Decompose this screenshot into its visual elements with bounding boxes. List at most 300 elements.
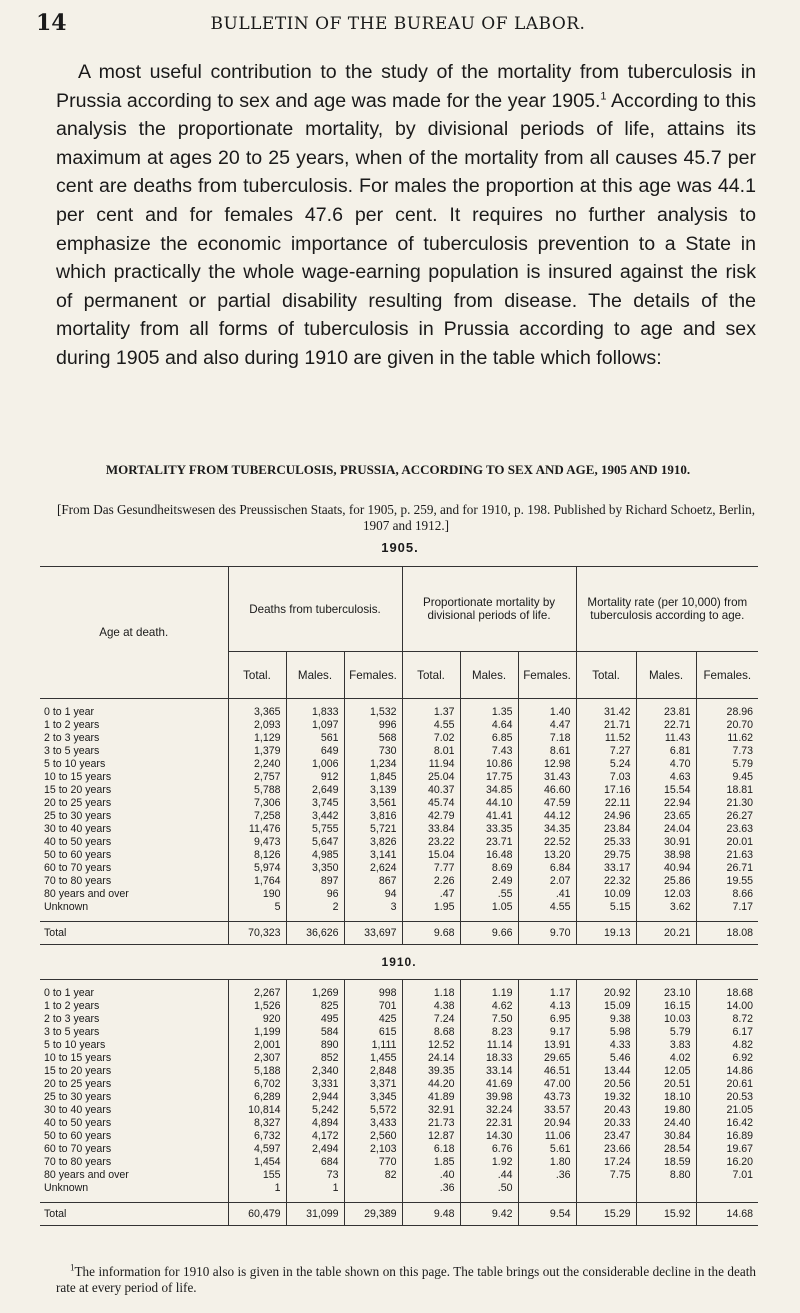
- value-cell: 25.33: [576, 836, 636, 849]
- value-cell: 22.71: [636, 719, 696, 732]
- value-cell: 12.98: [518, 758, 576, 771]
- value-cell: 16.15: [636, 1000, 696, 1013]
- value-cell: 32.24: [460, 1104, 518, 1117]
- table-row: [40, 1052, 758, 1065]
- spacer-cell: [460, 914, 518, 922]
- value-cell: 26.27: [726, 810, 754, 822]
- total-value-cell: 33,697: [344, 922, 402, 945]
- value-cell: 5.98: [576, 1026, 636, 1039]
- value-cell: 22.31: [460, 1117, 518, 1130]
- value-cell: 2,649: [286, 784, 344, 797]
- total-value-cell: 18.08: [696, 922, 758, 945]
- table-row: [40, 849, 758, 862]
- value-cell: 3,442: [286, 810, 344, 823]
- value-cell: 3,826: [344, 836, 402, 849]
- body-text-part2: According to this analysis the proportionate mortality, by divisional periods of life, attains its maximum at ages 20 to 25 years, when of the mortality from all causes 45.7 per cent are deaths from tuberculosis. For males the proportion at this age was 44.1 per cent and for females 47.6 per cent. It requires no further analysis to emphasize the economic importance of tuberculosis prevention to a State in which practically the whole wage-earning population is insured against the risk of permanent or partial disability resulting from disease. The details of the mortality from all forms of tuberculosis in Prussia according to age and sex during 1905 and also during 1910 are given in the table which follows:: [56, 89, 756, 369]
- value-cell: 41.89: [402, 1091, 460, 1104]
- value-cell: 20.43: [576, 1104, 636, 1117]
- value-cell: 7.03: [576, 771, 636, 784]
- table-row: [40, 1065, 758, 1078]
- value-cell: 2,001: [228, 1039, 286, 1052]
- age-group-cell: 50 to 60 years: [40, 1130, 228, 1143]
- value-cell: 8.69: [460, 862, 518, 875]
- value-cell: 7.43: [460, 745, 518, 758]
- value-cell: 18.59: [636, 1156, 696, 1169]
- value-cell: 3,345: [344, 1091, 402, 1104]
- value-cell: 19.32: [576, 1091, 636, 1104]
- value-cell: .36: [518, 1169, 576, 1182]
- value-cell: 2.49: [460, 875, 518, 888]
- value-cell: 897: [286, 875, 344, 888]
- value-cell: 1.18: [402, 987, 460, 1000]
- spacer-cell: [344, 699, 402, 707]
- table-row: [40, 732, 758, 745]
- age-group-cell: Unknown: [40, 1182, 228, 1195]
- footnote: [56, 1264, 756, 1296]
- value-cell: 20.01: [726, 836, 754, 848]
- value-cell: 7.24: [402, 1013, 460, 1026]
- value-cell: 23.66: [576, 1143, 636, 1156]
- mortality-table: [40, 566, 758, 1226]
- value-cell: 1.95: [402, 901, 460, 914]
- value-cell: 6,702: [228, 1078, 286, 1091]
- value-cell: 852: [286, 1052, 344, 1065]
- value-cell: 1,454: [228, 1156, 286, 1169]
- spacer-cell: [286, 1195, 344, 1203]
- value-cell: 20.56: [576, 1078, 636, 1091]
- age-group-cell: 5 to 10 years: [40, 1039, 228, 1052]
- value-cell: 23.81: [636, 706, 696, 719]
- value-cell: 15.04: [402, 849, 460, 862]
- value-cell: 14.86: [726, 1065, 754, 1077]
- total-value-cell: 20.21: [636, 922, 696, 945]
- value-cell: 8,327: [228, 1117, 286, 1130]
- spacer-cell: [518, 914, 576, 922]
- value-cell: 12.03: [636, 888, 696, 901]
- value-cell: 23.10: [636, 987, 696, 1000]
- age-group-cell: 50 to 60 years: [40, 849, 228, 862]
- value-cell: 1.37: [402, 706, 460, 719]
- value-cell: 20.94: [518, 1117, 576, 1130]
- value-cell: 1,764: [228, 875, 286, 888]
- age-group-cell: 80 years and over: [40, 1169, 228, 1182]
- total-value-cell: 9.42: [460, 1203, 518, 1226]
- value-cell: 5,188: [228, 1065, 286, 1078]
- value-cell: 8.72: [732, 1013, 754, 1025]
- spacer-cell: [228, 699, 286, 707]
- value-cell: 7.18: [518, 732, 576, 745]
- value-cell: 8.66: [732, 888, 754, 900]
- value-cell: 22.94: [636, 797, 696, 810]
- spacer-cell: [402, 914, 460, 922]
- value-cell: 684: [286, 1156, 344, 1169]
- value-cell: 41.41: [460, 810, 518, 823]
- value-cell: 33.14: [460, 1065, 518, 1078]
- value-cell: 5,974: [228, 862, 286, 875]
- value-cell: 21.71: [576, 719, 636, 732]
- value-cell: [696, 1182, 758, 1195]
- value-cell: 11.14: [460, 1039, 518, 1052]
- value-cell: 21.05: [726, 1104, 754, 1116]
- value-cell: 1,111: [344, 1039, 402, 1052]
- age-group-cell: 30 to 40 years: [40, 1104, 228, 1117]
- value-cell: .47: [402, 888, 460, 901]
- value-cell: 2,848: [344, 1065, 402, 1078]
- value-cell: 10.09: [576, 888, 636, 901]
- value-cell: 1,833: [286, 706, 344, 719]
- value-cell: 4.47: [518, 719, 576, 732]
- value-cell: 20.33: [576, 1117, 636, 1130]
- value-cell: 5.15: [576, 901, 636, 914]
- spacer-cell: [636, 699, 696, 707]
- table-row: [40, 823, 758, 836]
- spacer-cell: [636, 1195, 696, 1203]
- value-cell: 23.71: [460, 836, 518, 849]
- value-cell: 2,560: [344, 1130, 402, 1143]
- table-row: [40, 1182, 758, 1195]
- spacer-row: [40, 914, 758, 922]
- body-text-part1: A most useful contribution to the study of the mortality from tuberculosis in Prussia according to sex and age was made for the year 1905.: [56, 61, 756, 112]
- value-cell: 12.52: [402, 1039, 460, 1052]
- spacer-cell: [228, 914, 286, 922]
- value-cell: 1,269: [286, 987, 344, 1000]
- total-value-cell: 14.68: [696, 1203, 758, 1226]
- value-cell: 19.67: [726, 1143, 754, 1155]
- spacer-cell: [286, 914, 344, 922]
- table-body-1910: [40, 980, 758, 1226]
- value-cell: 2,240: [228, 758, 286, 771]
- value-cell: 2,494: [286, 1143, 344, 1156]
- value-cell: 8.01: [402, 745, 460, 758]
- value-cell: 30.91: [636, 836, 696, 849]
- value-cell: 18.33: [460, 1052, 518, 1065]
- spacer-cell: [460, 1195, 518, 1203]
- value-cell: 32.91: [402, 1104, 460, 1117]
- value-cell: 3,745: [286, 797, 344, 810]
- value-cell: 701: [344, 1000, 402, 1013]
- value-cell: 20.70: [726, 719, 754, 731]
- value-cell: 4.70: [636, 758, 696, 771]
- value-cell: 3,371: [344, 1078, 402, 1091]
- value-cell: 16.89: [726, 1130, 754, 1142]
- value-cell: 31.43: [518, 771, 576, 784]
- age-group-cell: 10 to 15 years: [40, 771, 228, 784]
- value-cell: 44.12: [518, 810, 576, 823]
- value-cell: 4.13: [518, 1000, 576, 1013]
- value-cell: 2,340: [286, 1065, 344, 1078]
- spacer-cell: [696, 914, 758, 922]
- value-cell: 33.35: [460, 823, 518, 836]
- value-cell: 7,258: [228, 810, 286, 823]
- table-row: [40, 797, 758, 810]
- table-source-note: [From Das Gesundheitswesen des Preussischen Staats, for 1905, p. 259, and for 1910, p. 198. Published by Richard Schoetz, Berlin, 1907 and 1912.]: [56, 502, 756, 533]
- value-cell: 1,097: [286, 719, 344, 732]
- age-group-cell: 60 to 70 years: [40, 1143, 228, 1156]
- value-cell: 1,845: [344, 771, 402, 784]
- value-cell: 13.44: [576, 1065, 636, 1078]
- table-row: [40, 875, 758, 888]
- col-total-header: Total.: [402, 652, 460, 699]
- table-row: [40, 719, 758, 732]
- value-cell: 34.35: [518, 823, 576, 836]
- value-cell: 6.17: [732, 1026, 754, 1038]
- value-cell: 1,526: [228, 1000, 286, 1013]
- value-cell: 45.74: [402, 797, 460, 810]
- value-cell: 44.10: [460, 797, 518, 810]
- value-cell: 867: [344, 875, 402, 888]
- total-value-cell: 9.66: [460, 922, 518, 945]
- value-cell: 21.73: [402, 1117, 460, 1130]
- spacer-cell: [228, 1195, 286, 1203]
- footnote-text: The information for 1910 also is given in the table shown on this page. The table brings out the considerable decline in the death rate at every period of life.: [56, 1264, 756, 1295]
- value-cell: 14.30: [460, 1130, 518, 1143]
- value-cell: 31.42: [576, 706, 636, 719]
- value-cell: 11,476: [228, 823, 286, 836]
- age-group-cell: 25 to 30 years: [40, 1091, 228, 1104]
- value-cell: 47.00: [518, 1078, 576, 1091]
- value-cell: 8.68: [402, 1026, 460, 1039]
- age-group-cell: 2 to 3 years: [40, 732, 228, 745]
- value-cell: 6.18: [402, 1143, 460, 1156]
- value-cell: 43.73: [518, 1091, 576, 1104]
- age-group-cell: 15 to 20 years: [40, 784, 228, 797]
- value-cell: 24.96: [576, 810, 636, 823]
- col-females-header: Females.: [518, 652, 576, 699]
- value-cell: 3,331: [286, 1078, 344, 1091]
- table-row: [40, 1143, 758, 1156]
- value-cell: 33.17: [576, 862, 636, 875]
- value-cell: 23.65: [636, 810, 696, 823]
- total-value-cell: 60,479: [228, 1203, 286, 1226]
- value-cell: .55: [460, 888, 518, 901]
- value-cell: 41.69: [460, 1078, 518, 1091]
- value-cell: 4,985: [286, 849, 344, 862]
- value-cell: 29.75: [576, 849, 636, 862]
- table-title: MORTALITY FROM TUBERCULOSIS, PRUSSIA, ACCORDING TO SEX AND AGE, 1905 AND 1910.: [105, 462, 691, 477]
- age-group-cell: 25 to 30 years: [40, 810, 228, 823]
- value-cell: 12.87: [402, 1130, 460, 1143]
- table-row: [40, 758, 758, 771]
- value-cell: 21.63: [726, 849, 754, 861]
- value-cell: 20.61: [726, 1078, 754, 1090]
- age-group-cell: 80 years and over: [40, 888, 228, 901]
- spacer-cell: [576, 980, 636, 988]
- value-cell: 2,624: [344, 862, 402, 875]
- total-value-cell: 31,099: [286, 1203, 344, 1226]
- spacer-cell: [460, 699, 518, 707]
- year-heading-1905: 1905.: [381, 540, 419, 555]
- col-males-header: Males.: [636, 652, 696, 699]
- value-cell: 25.86: [636, 875, 696, 888]
- spacer-cell: [696, 1195, 758, 1203]
- age-group-cell: 2 to 3 years: [40, 1013, 228, 1026]
- col-group-rate: Mortality rate (per 10,000) from tuberculosis according to age.: [576, 567, 758, 652]
- age-group-cell: 30 to 40 years: [40, 823, 228, 836]
- value-cell: 2.26: [402, 875, 460, 888]
- value-cell: 4.62: [460, 1000, 518, 1013]
- age-group-cell: 40 to 50 years: [40, 1117, 228, 1130]
- value-cell: 17.75: [460, 771, 518, 784]
- value-cell: 8.61: [518, 745, 576, 758]
- value-cell: 17.16: [576, 784, 636, 797]
- value-cell: 730: [344, 745, 402, 758]
- value-cell: 2,103: [344, 1143, 402, 1156]
- value-cell: [344, 1182, 402, 1195]
- value-cell: [576, 1182, 636, 1195]
- table-row: [40, 836, 758, 849]
- value-cell: 2.07: [518, 875, 576, 888]
- value-cell: 21.30: [726, 797, 754, 809]
- value-cell: 996: [344, 719, 402, 732]
- value-cell: 11.06: [518, 1130, 576, 1143]
- value-cell: 15.09: [576, 1000, 636, 1013]
- value-cell: 3,141: [344, 849, 402, 862]
- spacer-cell: [286, 980, 344, 988]
- value-cell: 5,788: [228, 784, 286, 797]
- value-cell: 3.62: [636, 901, 696, 914]
- value-cell: 1: [286, 1182, 344, 1195]
- total-value-cell: 9.54: [518, 1203, 576, 1226]
- value-cell: 9.45: [732, 771, 754, 783]
- year-heading-1910: 1910.: [40, 945, 758, 980]
- table-row: [40, 1169, 758, 1182]
- table-body-1905: [40, 699, 758, 945]
- value-cell: 1,379: [228, 745, 286, 758]
- value-cell: 13.20: [518, 849, 576, 862]
- spacer-cell: [636, 914, 696, 922]
- value-cell: 649: [286, 745, 344, 758]
- value-cell: 5,755: [286, 823, 344, 836]
- value-cell: .44: [460, 1169, 518, 1182]
- table-row: [40, 1104, 758, 1117]
- spacer-cell: [344, 1195, 402, 1203]
- age-group-cell: 1 to 2 years: [40, 719, 228, 732]
- total-value-cell: 29,389: [344, 1203, 402, 1226]
- value-cell: 39.98: [460, 1091, 518, 1104]
- value-cell: 1.40: [518, 706, 576, 719]
- value-cell: 7.77: [402, 862, 460, 875]
- running-header: [36, 10, 760, 38]
- value-cell: 39.35: [402, 1065, 460, 1078]
- table-row: [40, 1117, 758, 1130]
- age-group-cell: 40 to 50 years: [40, 836, 228, 849]
- spacer-cell: [402, 699, 460, 707]
- table-row: [40, 1078, 758, 1091]
- value-cell: .36: [402, 1182, 460, 1195]
- spacer-cell: [518, 699, 576, 707]
- value-cell: 495: [286, 1013, 344, 1026]
- value-cell: 7.02: [402, 732, 460, 745]
- age-group-cell: 0 to 1 year: [40, 706, 228, 719]
- value-cell: 1,199: [228, 1026, 286, 1039]
- spacer-cell: [576, 699, 636, 707]
- value-cell: 33.57: [518, 1104, 576, 1117]
- value-cell: 890: [286, 1039, 344, 1052]
- spacer-cell: [228, 980, 286, 988]
- value-cell: 3,433: [344, 1117, 402, 1130]
- running-title: BULLETIN OF THE BUREAU OF LABOR.: [210, 14, 586, 34]
- spacer-cell: [402, 980, 460, 988]
- table-row: [40, 987, 758, 1000]
- col-females-header: Females.: [696, 652, 758, 699]
- table-row: [40, 888, 758, 901]
- value-cell: 4.55: [402, 719, 460, 732]
- spacer-cell: [576, 1195, 636, 1203]
- value-cell: 8.23: [460, 1026, 518, 1039]
- value-cell: 40.94: [636, 862, 696, 875]
- value-cell: 7.73: [732, 745, 754, 757]
- age-group-cell: 15 to 20 years: [40, 1065, 228, 1078]
- table-row: [40, 1039, 758, 1052]
- spacer-cell: [576, 914, 636, 922]
- value-cell: 5,242: [286, 1104, 344, 1117]
- value-cell: 1,532: [344, 706, 402, 719]
- value-cell: 615: [344, 1026, 402, 1039]
- value-cell: .40: [402, 1169, 460, 1182]
- value-cell: 1.35: [460, 706, 518, 719]
- value-cell: 46.51: [518, 1065, 576, 1078]
- spacer-cell: [40, 980, 228, 988]
- age-group-cell: 70 to 80 years: [40, 1156, 228, 1169]
- value-cell: 9.38: [576, 1013, 636, 1026]
- value-cell: 23.22: [402, 836, 460, 849]
- spacer-cell: [344, 914, 402, 922]
- footnote-marker: 1: [70, 1262, 75, 1273]
- year-row-1910: [40, 945, 758, 980]
- age-group-cell: 3 to 5 years: [40, 1026, 228, 1039]
- value-cell: 4,894: [286, 1117, 344, 1130]
- value-cell: 11.62: [727, 732, 754, 744]
- spacer-cell: [286, 699, 344, 707]
- table-row: [40, 745, 758, 758]
- spacer-row: [40, 699, 758, 707]
- value-cell: 11.94: [402, 758, 460, 771]
- spacer-cell: [40, 914, 228, 922]
- col-total-header: Total.: [576, 652, 636, 699]
- value-cell: 18.81: [726, 784, 754, 796]
- value-cell: 82: [344, 1169, 402, 1182]
- value-cell: 6.92: [732, 1052, 754, 1064]
- table-row: [40, 901, 758, 914]
- value-cell: 825: [286, 1000, 344, 1013]
- age-group-cell: 70 to 80 years: [40, 875, 228, 888]
- spacer-cell: [696, 699, 758, 707]
- col-males-header: Males.: [286, 652, 344, 699]
- value-cell: 6,732: [228, 1130, 286, 1143]
- spacer-row: [40, 980, 758, 988]
- value-cell: 5.46: [576, 1052, 636, 1065]
- value-cell: 3.83: [636, 1039, 696, 1052]
- total-value-cell: 9.68: [402, 922, 460, 945]
- value-cell: 3: [344, 901, 402, 914]
- table-row: [40, 1091, 758, 1104]
- value-cell: 3,561: [344, 797, 402, 810]
- value-cell: 16.48: [460, 849, 518, 862]
- value-cell: 20.53: [726, 1091, 754, 1103]
- value-cell: 23.63: [726, 823, 754, 835]
- total-value-cell: 9.48: [402, 1203, 460, 1226]
- value-cell: 29.65: [518, 1052, 576, 1065]
- value-cell: [636, 1182, 696, 1195]
- value-cell: 1,006: [286, 758, 344, 771]
- value-cell: 2,093: [228, 719, 286, 732]
- value-cell: 1,455: [344, 1052, 402, 1065]
- value-cell: 1.19: [460, 987, 518, 1000]
- value-cell: 40.37: [402, 784, 460, 797]
- value-cell: .41: [518, 888, 576, 901]
- value-cell: 4.02: [636, 1052, 696, 1065]
- spacer-cell: [518, 980, 576, 988]
